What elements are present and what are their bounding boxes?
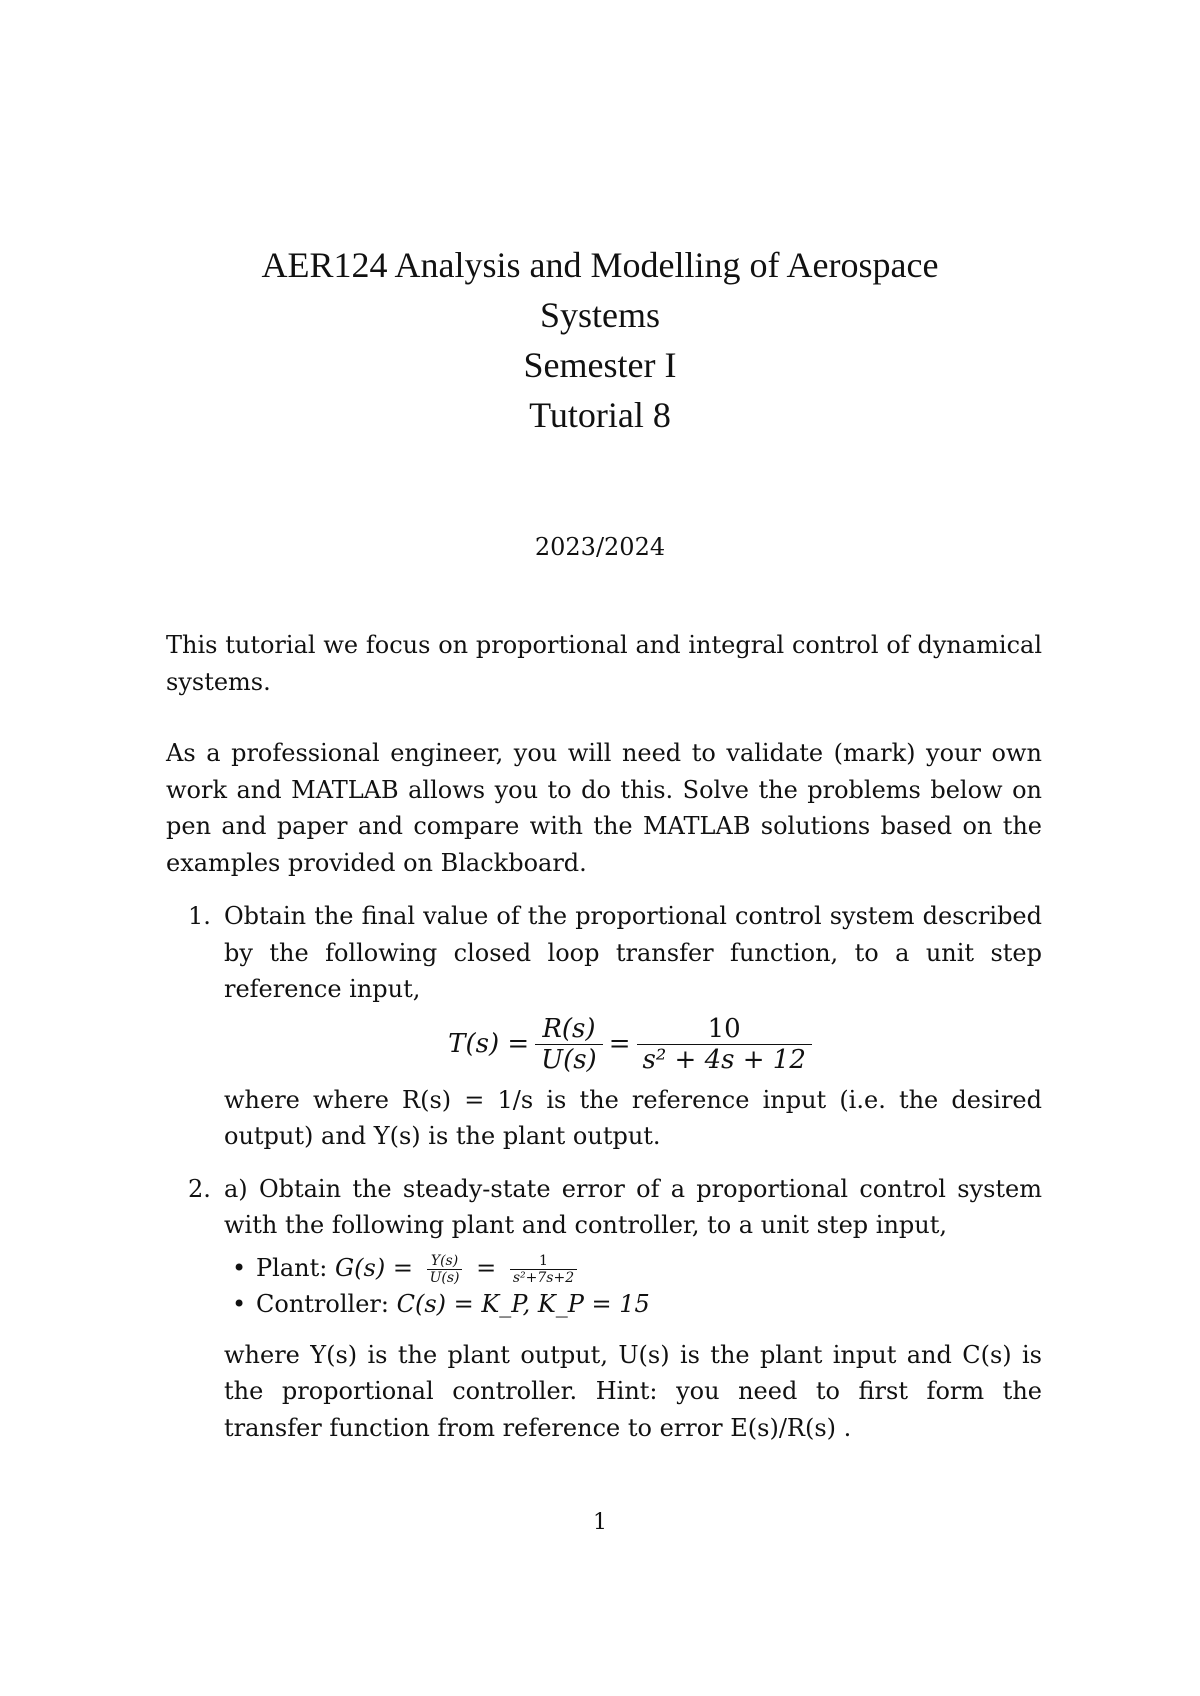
note-paragraph <box>166 735 1042 881</box>
title-line-course: AER124 Analysis and Modelling of Aerospace <box>261 245 939 285</box>
question-2-explanation: where Y(s) is the plant output, U(s) is the plant input and C(s) is the proportional controller. Hint: you need to first form the transfer function from reference to error E(s)/R(s) . <box>224 1340 1042 1442</box>
equals-sign: = <box>476 1253 497 1282</box>
bullet-list <box>224 1250 1042 1323</box>
fraction-denominator: s² + 4s + 12 <box>637 1044 812 1075</box>
plant-lhs: G(s) = <box>334 1253 413 1282</box>
title-line-tutorial: Tutorial 8 <box>529 395 671 435</box>
question-1-explanation: where where R(s) = 1/s is the reference input (i.e. the desired output) and Y(s) is the plant output. <box>224 1085 1042 1150</box>
controller-expression: C(s) = K_P, K_P = 15 <box>396 1290 650 1318</box>
fraction-transfer <box>637 1014 812 1075</box>
question-1-number: 1. <box>188 902 211 930</box>
controller-label: Controller: <box>256 1290 389 1318</box>
page-number: 1 <box>593 1510 607 1535</box>
intro-text: This tutorial we focus on proportional and integral control of dynamical systems. <box>166 631 1042 696</box>
bullet-controller <box>224 1286 1042 1323</box>
equation-lhs: T(s) = <box>448 1029 530 1060</box>
note-text: As a professional engineer, you will need to validate (mark) your own work and MATLAB allows you to do this. Solve the problems below on pen and paper and compare with the MATLAB solutions based on the examples provided on Blackboard. <box>166 739 1042 877</box>
transfer-function-equation <box>224 1008 1042 1082</box>
title-line-systems: Systems <box>539 295 661 335</box>
fraction-numerator: R(s) <box>542 1014 596 1044</box>
bullet-dot-icon: • <box>232 1290 247 1318</box>
document-title <box>0 240 1200 440</box>
academic-year: 2023/2024 <box>534 533 666 561</box>
question-list <box>166 898 1042 1446</box>
plant-fraction-transfer <box>510 1253 577 1286</box>
question-1 <box>166 898 1042 1155</box>
intro-paragraph <box>166 627 1042 700</box>
question-2-text: a) Obtain the steady-state error of a proportional control system with the following plant and controller, to a unit step input, <box>224 1174 1042 1239</box>
fraction-numerator: 1 <box>539 1252 548 1269</box>
fraction-numerator: 10 <box>707 1014 741 1044</box>
equals-sign: = <box>608 1029 631 1060</box>
fraction-r-over-u <box>535 1014 603 1075</box>
title-line-semester: Semester I <box>523 345 677 385</box>
question-2-number: 2. <box>188 1174 211 1203</box>
fraction-denominator: U(s) <box>535 1044 603 1075</box>
fraction-denominator: s²+7s+2 <box>510 1269 577 1286</box>
bullet-plant <box>224 1250 1042 1287</box>
fraction-denominator: U(s) <box>427 1269 463 1286</box>
fraction-numerator: Y(s) <box>430 1252 459 1269</box>
bullet-dot-icon: • <box>232 1253 247 1282</box>
question-1-text: Obtain the final value of the proportional control system described by the following closed loop transfer function, to a unit step reference input, <box>224 902 1042 1003</box>
question-2 <box>166 1171 1042 1447</box>
plant-fraction-y-over-u <box>427 1253 463 1286</box>
plant-label: Plant: <box>256 1253 328 1282</box>
